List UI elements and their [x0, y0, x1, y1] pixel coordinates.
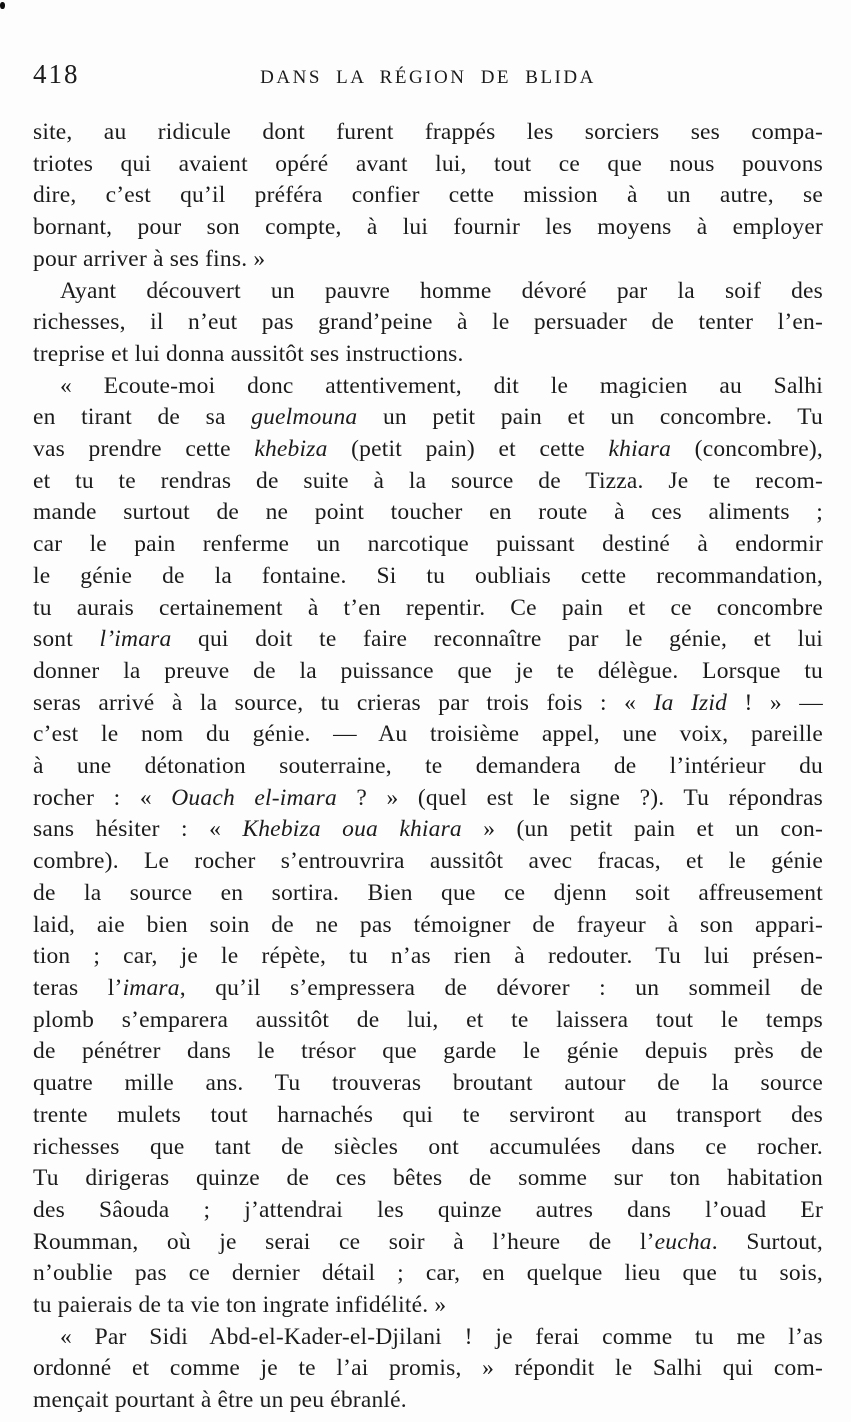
text-line: mande surtout de ne point toucher en route à ces aliments ; [33, 499, 823, 526]
text-line: seras arrivé à la source, tu crieras par trois fois : « Ia Izid ! » — [33, 689, 824, 716]
text-line: « Par Sidi Abd-el-Kader-el-Djilani ! je ferai comme tu me l’as [60, 1323, 823, 1350]
text-line: Tu dirigeras quinze de ces bêtes de somme sur ton habitation [33, 1165, 823, 1192]
text-line: n’oublie pas ce dernier détail ; car, en quelque lieu que tu sois, [33, 1260, 823, 1287]
text-line: richesses, il n’eut pas grand’peine à le persuader de tenter l’en- [33, 309, 823, 336]
text-line: de la source en sortira. Bien que ce djenn soit affreusement [33, 879, 823, 906]
page-number: 418 [33, 59, 80, 89]
text-line: à une détonation souterraine, te demandera de l’intérieur du [33, 753, 823, 780]
text-line: plomb s’emparera aussitôt de lui, et te laissera tout le temps [33, 1006, 823, 1033]
text-line: bornant, pour son compte, à lui fournir les moyens à employer [33, 214, 823, 241]
paragraph [33, 276, 823, 371]
text-line: site, au ridicule dont furent frappés les sorciers ses compa- [33, 119, 823, 145]
text-line: le génie de la fontaine. Si tu oubliais cette recommandation, [33, 562, 823, 589]
text-line: triotes qui avaient opéré avant lui, tout ce que nous pouvons [33, 150, 823, 177]
text-line: sans hésiter : « Khebiza oua khiara » (un petit pain et un con- [33, 816, 824, 843]
paragraph [33, 117, 823, 276]
text-line: sont l’imara qui doit te faire reconnaître par le génie, et lui [33, 626, 823, 653]
text-line: trente mulets tout harnachés qui te serviront au transport des [33, 1101, 823, 1128]
text-line: mençait pourtant à être un peu ébranlé. [33, 1387, 407, 1414]
text-line: et tu te rendras de suite à la source de Tizza. Je te recom- [33, 467, 823, 494]
text-line: Roumman, où je serai ce soir à l’heure de l’eucha. Surtout, [33, 1228, 823, 1255]
text-line: combre). Le rocher s’entrouvrira aussitôt avec fracas, et le génie [33, 848, 823, 875]
text-line: laid, aie bien soin de ne pas témoigner de frayeur à son appari- [33, 911, 823, 938]
text-line: quatre mille ans. Tu trouveras broutant autour de la source [33, 1070, 823, 1097]
text-line: rocher : « Ouach el-imara ? » (quel est le signe ?). Tu répondras [33, 784, 823, 811]
text-line: teras l’imara, qu’il s’empressera de dévorer : un sommeil de [33, 974, 823, 1001]
page-header [33, 58, 823, 96]
text-line: pour arriver à ses fins. » [33, 245, 266, 272]
text-line: « Ecoute-moi donc attentivement, dit le magicien au Salhi [60, 372, 823, 399]
paragraph [33, 371, 823, 1322]
text-line: vas prendre cette khebiza (petit pain) et cette khiara (concombre), [33, 436, 823, 463]
running-header: DANS LA RÉGION DE BLIDA [260, 67, 596, 88]
text-line: ordonné et comme je te l’ai promis, » répondit le Salhi qui com- [33, 1355, 823, 1382]
text-line: c’est le nom du génie. — Au troisième appel, une voix, pareille [33, 721, 823, 748]
text-line: Ayant découvert un pauvre homme dévoré par la soif des [60, 277, 823, 304]
text-line: treprise et lui donna aussitôt ses instructions. [33, 340, 464, 367]
text-line: richesses que tant de siècles ont accumulées dans ce rocher. [33, 1133, 823, 1160]
text-line: car le pain renferme un narcotique puissant destiné à endormir [33, 531, 823, 558]
text-line: dire, c’est qu’il préféra confier cette mission à un autre, se [33, 182, 823, 209]
text-line: de pénétrer dans le trésor que garde le génie depuis près de [33, 1038, 823, 1065]
scan-artifact-dot [0, 2, 5, 9]
text-line: tu paierais de ta vie ton ingrate infidélité. » [33, 1292, 447, 1319]
paragraph [33, 1322, 823, 1417]
text-line: des Sâouda ; j’attendrai les quinze autres dans l’ouad Er [33, 1196, 823, 1223]
text-line: tion ; car, je le répète, tu n’as rien à redouter. Tu lui présen- [33, 943, 823, 970]
text-line: en tirant de sa guelmouna un petit pain et un concombre. Tu [33, 404, 823, 431]
text-line: tu aurais certainement à t’en repentir. Ce pain et ce concombre [33, 594, 823, 621]
text-block [33, 117, 823, 1417]
text-line: donner la preuve de la puissance que je te délègue. Lorsque tu [33, 657, 823, 684]
